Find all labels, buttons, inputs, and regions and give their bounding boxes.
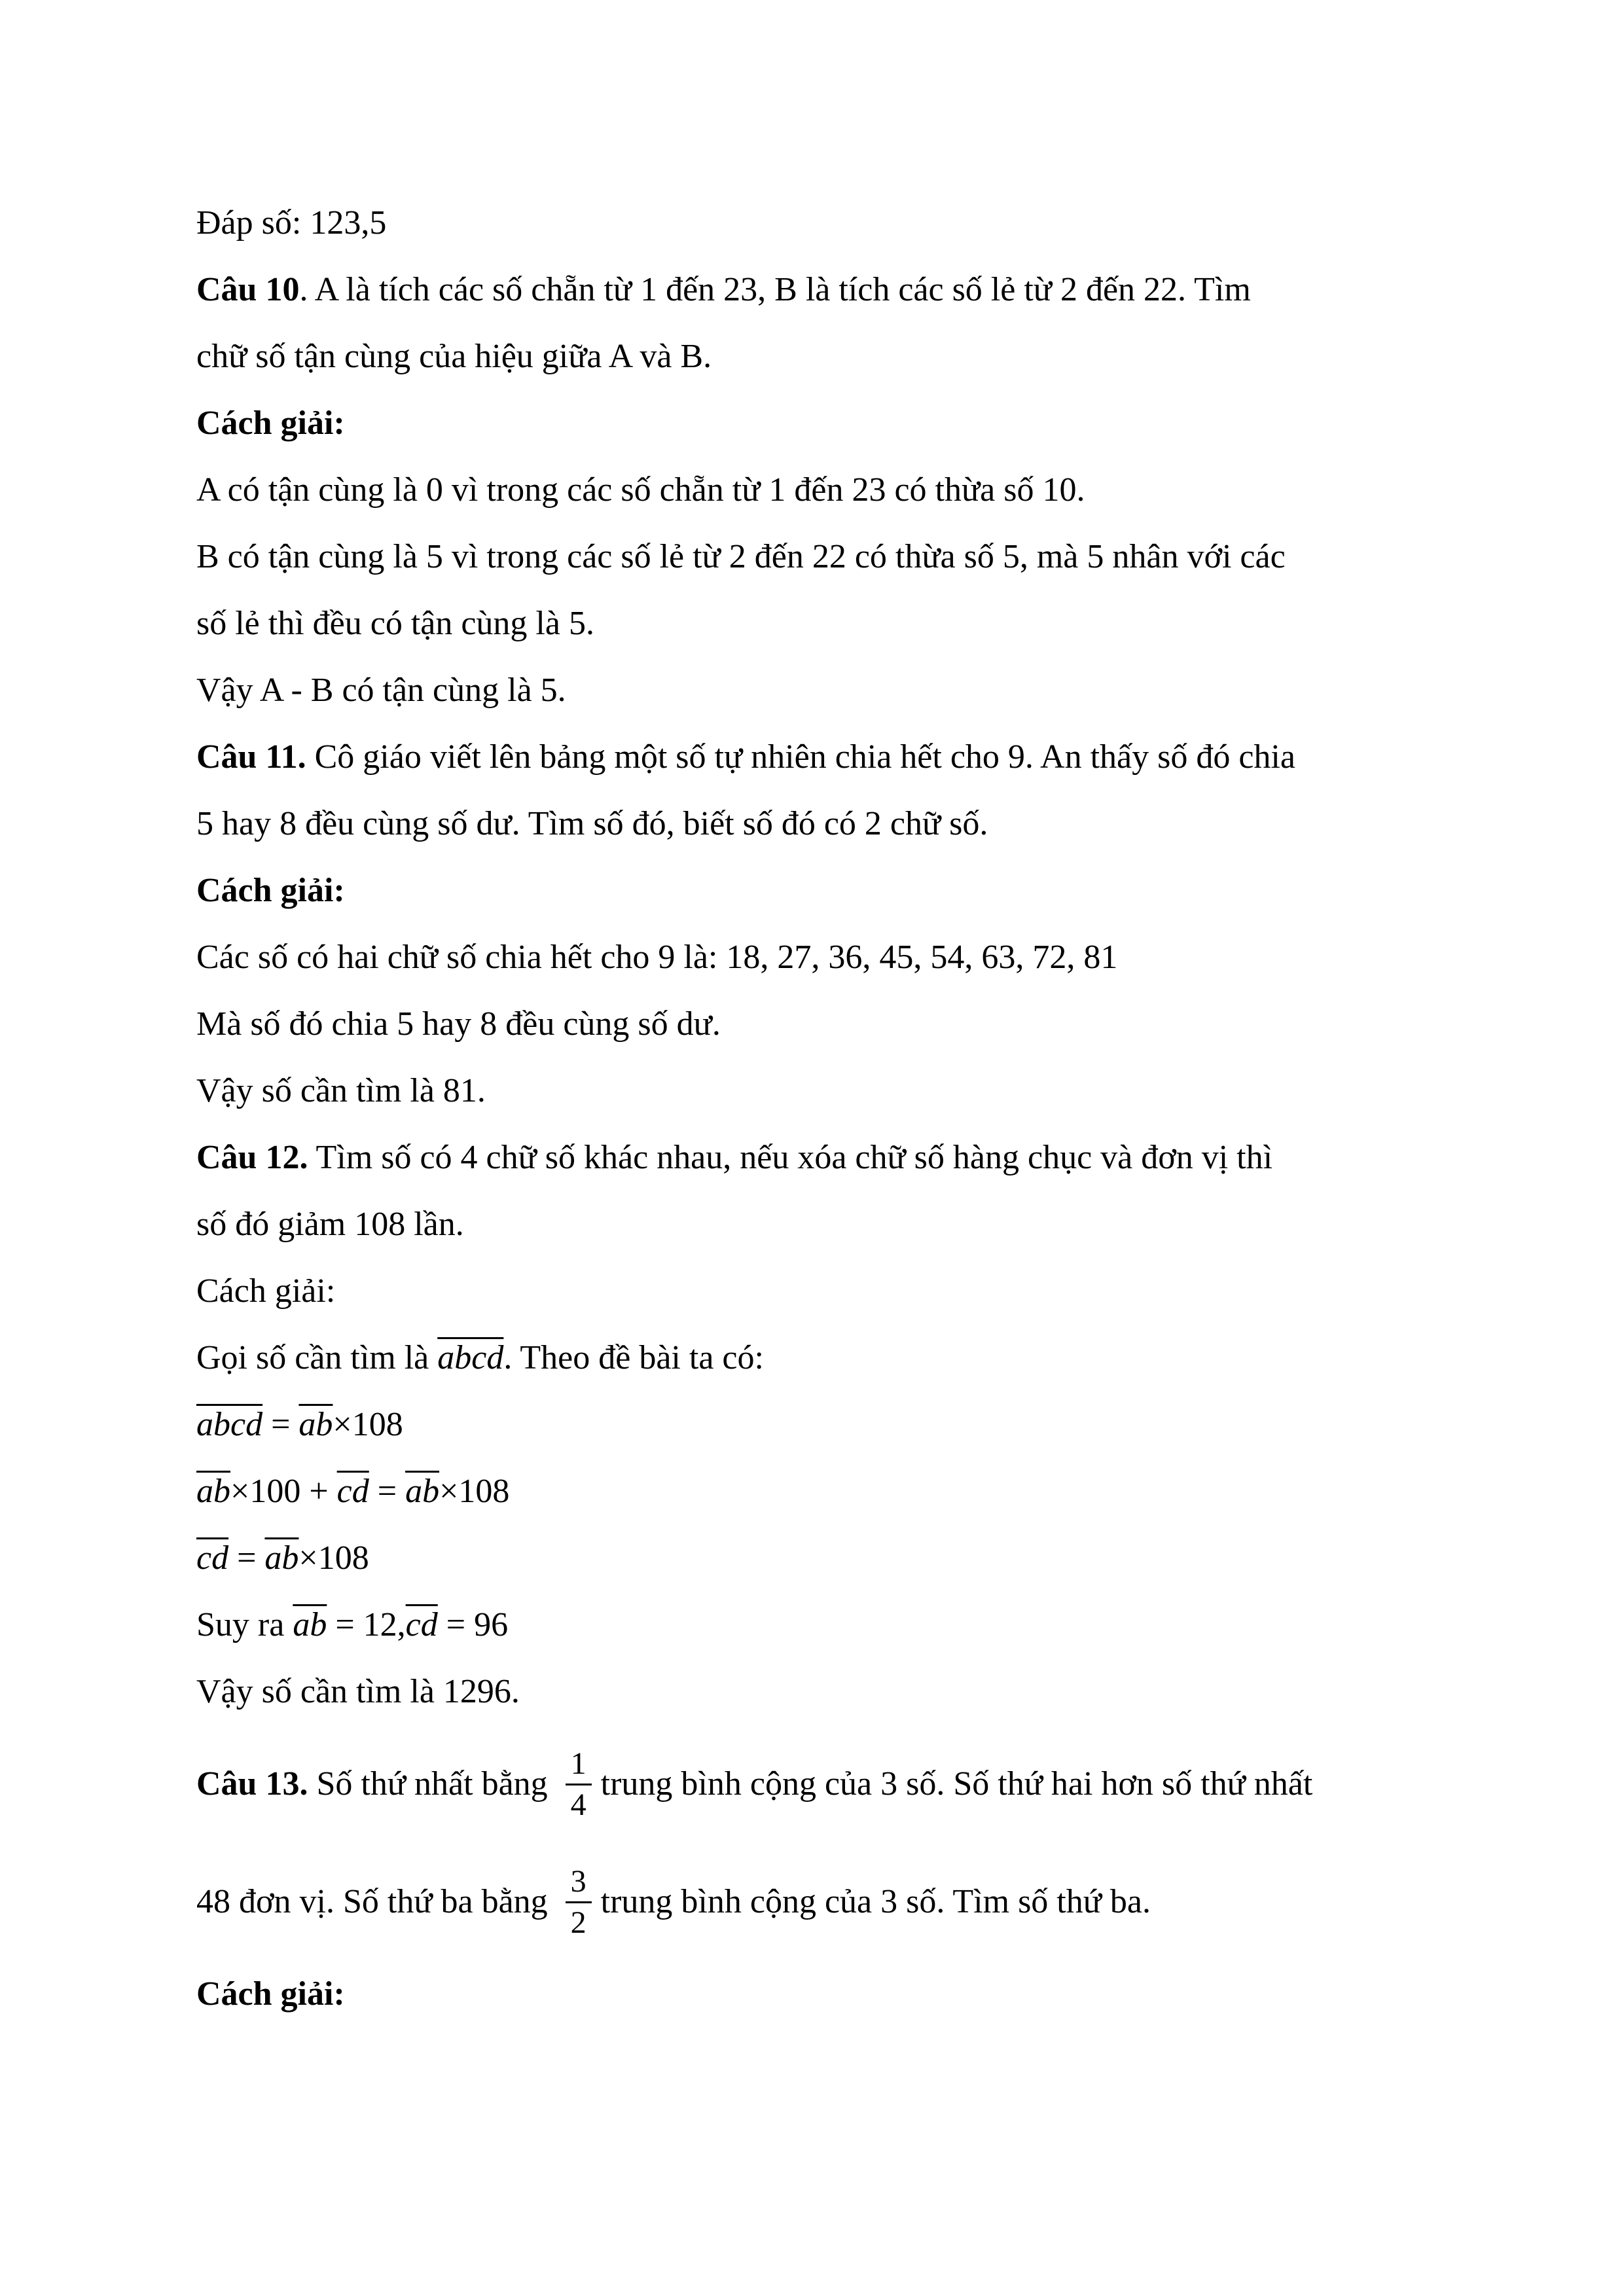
q10-sol-1: A có tận cùng là 0 vì trong các số chẵn từ 1 đến 23 có thừa số 10.	[196, 471, 1085, 509]
equation-result	[196, 1592, 1440, 1659]
q10-sol-4: Vậy A - B có tận cùng là 5.	[196, 672, 566, 709]
suy-ra-text: Suy ra	[196, 1606, 293, 1643]
overline-ab: $\overline{ab}$	[293, 1606, 327, 1643]
q11-sol-2: Mà số đó chia 5 hay 8 đều cùng số dư.	[196, 1005, 721, 1043]
q12-call-line	[196, 1325, 1440, 1391]
overline-cd: $\overline{cd}$	[196, 1539, 229, 1577]
plus-sign: +	[300, 1473, 337, 1510]
q11-text-2: 5 hay 8 đều cùng số dư. Tìm số đó, biết số đó có 2 chữ số.	[196, 805, 988, 842]
equation-1	[196, 1391, 1440, 1458]
q13-line-2	[196, 1843, 1440, 1961]
equals-sign: =	[369, 1473, 406, 1510]
times-sign: ×	[439, 1473, 459, 1510]
fraction-denominator: 4	[570, 1787, 586, 1822]
result-cd: = 96	[446, 1606, 509, 1643]
document-page	[196, 190, 1440, 2028]
q12-solution-label: Cách giải:	[196, 1272, 336, 1310]
q13-label: Câu 13.	[196, 1765, 308, 1803]
q13-text-2-post: trung bình cộng của 3 số. Tìm số thứ ba.	[600, 1883, 1151, 1920]
q12-call-post: . Theo đề bài ta có:	[503, 1339, 764, 1376]
q10-text-2: chữ số tận cùng của hiệu giữa A và B.	[196, 338, 712, 375]
overline-ab: $\overline{ab}$	[264, 1539, 299, 1577]
q11-line-1	[196, 724, 1440, 791]
overline-cd: $\overline{cd}$	[405, 1606, 438, 1643]
equals-sign: =	[262, 1406, 299, 1443]
equation-3	[196, 1525, 1440, 1592]
q13-solution-label: Cách giải:	[196, 1975, 345, 2013]
overline-ab: $\overline{ab}$	[405, 1473, 440, 1510]
q11-text-1: Cô giáo viết lên bảng một số tự nhiên chia hết cho 9. An thấy số đó chia	[306, 738, 1295, 776]
fraction-numerator: 1	[566, 1748, 592, 1785]
fraction-one-quarter	[566, 1748, 592, 1821]
q13-text-1-post: trung bình cộng của 3 số. Số thứ hai hơn số thứ nhất	[600, 1765, 1313, 1803]
q12-final: Vậy số cần tìm là 1296.	[196, 1673, 520, 1710]
fraction-denominator: 2	[570, 1905, 586, 1940]
times-sign: ×	[333, 1406, 352, 1443]
number-108: 108	[317, 1539, 369, 1577]
q10-label: Câu 10	[196, 271, 300, 308]
q12-call-pre: Gọi số cần tìm là	[196, 1339, 438, 1376]
q12-label: Câu 12.	[196, 1139, 308, 1176]
q11-solution-label: Cách giải:	[196, 872, 345, 909]
fraction-numerator: 3	[566, 1866, 592, 1903]
number-100: 100	[249, 1473, 301, 1510]
q10-sol-3: số lẻ thì đều có tận cùng là 5.	[196, 605, 594, 642]
q12-line-1	[196, 1124, 1440, 1191]
q11-label: Câu 11.	[196, 738, 306, 776]
overline-cd: $\overline{cd}$	[336, 1473, 369, 1510]
q10-sol-2: B có tận cùng là 5 vì trong các số lẻ từ 2 đến 22 có thừa số 5, mà 5 nhân với các	[196, 538, 1286, 575]
overline-ab: $\overline{ab}$	[196, 1473, 230, 1510]
q11-sol-1: Các số có hai chữ số chia hết cho 9 là: 18, 27, 36, 45, 54, 63, 72, 81	[196, 939, 1118, 976]
q12-text-1: Tìm số có 4 chữ số khác nhau, nếu xóa chữ số hàng chục và đơn vị thì	[308, 1139, 1273, 1176]
q13-text-1-pre: Số thứ nhất bằng	[308, 1765, 556, 1803]
overline-ab: $\overline{ab}$	[298, 1406, 333, 1443]
q13-text-2-pre: 48 đơn vị. Số thứ ba bằng	[196, 1883, 556, 1920]
result-ab: = 12,	[335, 1606, 406, 1643]
q10-text-1: . A là tích các số chẵn từ 1 đến 23, B là tích các số lẻ từ 2 đến 22. Tìm	[299, 271, 1251, 308]
q11-sol-3: Vậy số cần tìm là 81.	[196, 1072, 486, 1109]
equation-2	[196, 1458, 1440, 1525]
q12-text-2: số đó giảm 108 lần.	[196, 1206, 464, 1243]
fraction-three-halves	[566, 1863, 592, 1940]
q10-solution-label: Cách giải:	[196, 404, 345, 442]
times-sign: ×	[298, 1539, 318, 1577]
q10-line-1	[196, 257, 1440, 323]
q13-line-1	[196, 1725, 1440, 1843]
number-108: 108	[352, 1406, 403, 1443]
overline-abcd: abcd	[196, 1406, 263, 1443]
times-sign: ×	[230, 1473, 250, 1510]
number-108: 108	[458, 1473, 510, 1510]
equals-sign: =	[228, 1539, 265, 1577]
overline-abcd: abcd	[437, 1339, 504, 1376]
previous-answer: Đáp số: 123,5	[196, 204, 387, 242]
